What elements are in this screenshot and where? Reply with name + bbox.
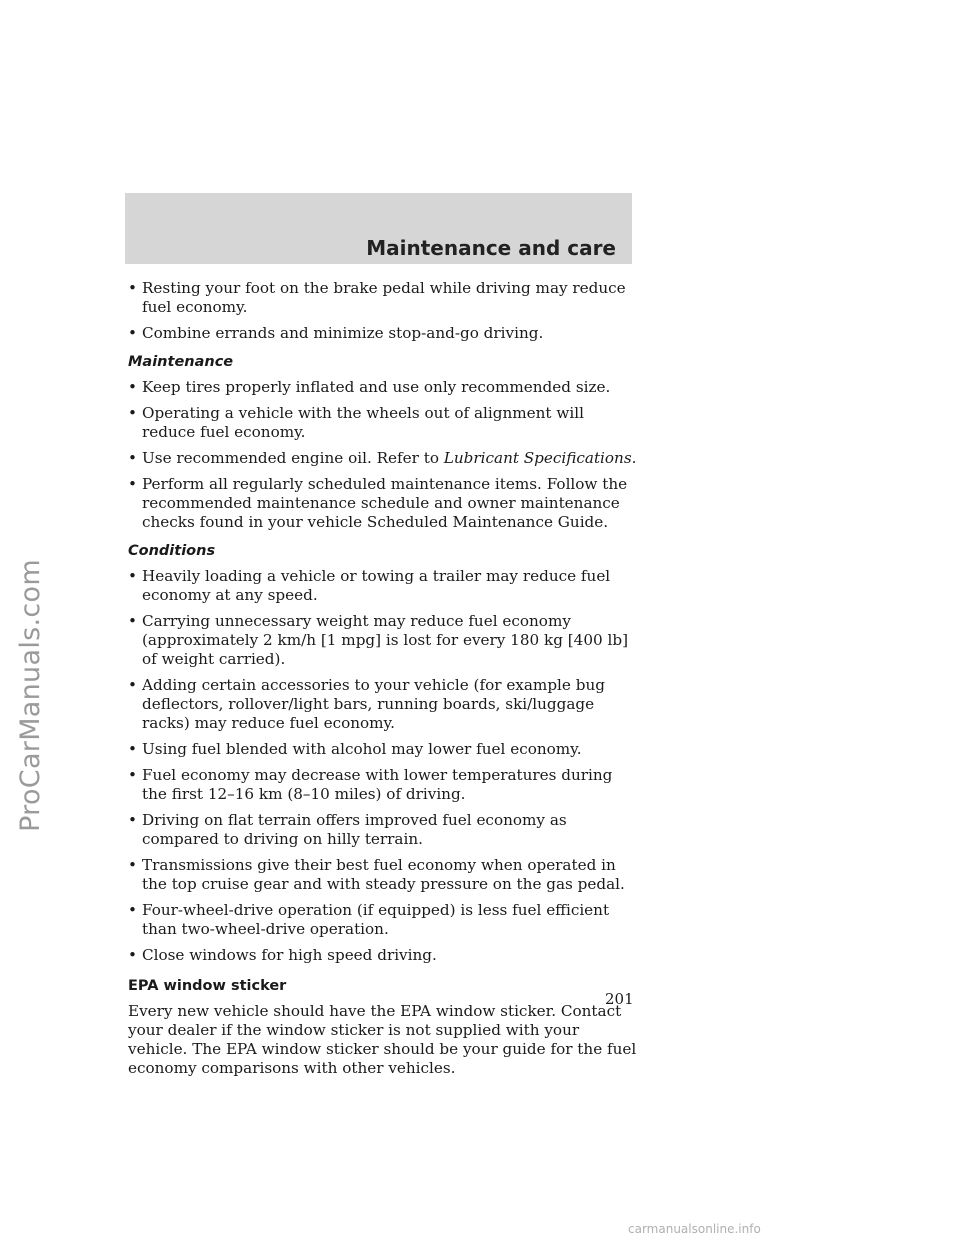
bullet-icon: • [128,475,137,493]
bullet-text: Fuel economy may decrease with lower temperatures during the first 12–16 km (8–10 miles) of driving. [142,766,613,803]
maintenance-heading: Maintenance [128,354,234,370]
lubricant-specifications-reference: Lubricant Specifications. [443,449,637,467]
bullet-text: Driving on flat terrain offers improved fuel economy as compared to driving on hilly terrain. [142,811,567,848]
bullet-item [128,811,638,849]
bullet-text: Adding certain accessories to your vehicle (for example bug deflectors, rollover/light bars, running boards, ski/luggage racks) may reduce fuel economy. [142,676,605,732]
bullet-icon: • [128,567,137,585]
epa-paragraph: Every new vehicle should have the EPA window sticker. Contact your dealer if the window sticker is not supplied with your vehicle. The EPA window sticker should be your guide for the fuel economy comparisons with other vehicles. [128,1002,637,1077]
bullet-item [128,856,638,894]
bullet-item [128,740,638,759]
bullet-icon: • [128,740,137,758]
bullet-item [128,324,638,343]
bullet-icon: • [128,766,137,784]
bullet-text: Use recommended engine oil. Refer to [142,449,444,467]
bullet-item [128,404,638,442]
bullet-item [128,946,638,965]
bullet-icon: • [128,612,137,630]
bullet-text: Carrying unnecessary weight may reduce fuel economy (approximately 2 km/h [1 mpg] is lost for every 180 kg [400 lb] of weight carried). [142,612,628,668]
bullet-text: Keep tires properly inflated and use only recommended size. [142,378,611,396]
bullet-text: Heavily loading a vehicle or towing a trailer may reduce fuel economy at any speed. [142,567,611,604]
bullet-item [128,676,638,733]
bullet-icon: • [128,404,137,422]
bullet-item [128,378,638,397]
conditions-heading: Conditions [128,543,216,559]
bullet-icon: • [128,811,137,829]
bullet-icon: • [128,676,137,694]
page-content [128,279,638,1078]
section-header-band [125,193,632,264]
bullet-icon: • [128,378,137,396]
page-number: 201 [605,990,634,1008]
bullet-text: Four-wheel-drive operation (if equipped) is less fuel efficient than two-wheel-drive operation. [142,901,610,938]
bullet-item [128,567,638,605]
bullet-item [128,901,638,939]
bullet-item [128,279,638,317]
bullet-icon: • [128,946,137,964]
bullet-item [128,449,638,468]
bullet-icon: • [128,856,137,874]
bullet-text: Transmissions give their best fuel economy when operated in the top cruise gear and with steady pressure on the gas pedal. [142,856,625,893]
bullet-item [128,766,638,804]
bullet-text: Operating a vehicle with the wheels out of alignment will reduce fuel economy. [142,404,584,441]
bullet-icon: • [128,449,137,467]
bullet-text: Close windows for high speed driving. [142,946,437,964]
bullet-item [128,612,638,669]
watermark-left-text: ProCarManuals.com [14,558,46,832]
bullet-item [128,475,638,532]
bullet-text: Resting your foot on the brake pedal while driving may reduce fuel economy. [142,279,626,316]
section-title: Maintenance and care [366,236,616,260]
epa-heading: EPA window sticker [128,978,287,994]
watermark-bottom: carmanualsonline.info [628,1222,761,1236]
bullet-icon: • [128,324,137,342]
bullet-icon: • [128,901,137,919]
bullet-text: Combine errands and minimize stop-and-go driving. [142,324,544,342]
bullet-text: Using fuel blended with alcohol may lower fuel economy. [142,740,582,758]
bullet-text: Perform all regularly scheduled maintenance items. Follow the recommended maintenance schedule and owner maintenance checks found in your vehicle Scheduled Maintenance Guide. [142,475,628,531]
watermark-left [8,470,52,920]
bullet-icon: • [128,279,137,297]
